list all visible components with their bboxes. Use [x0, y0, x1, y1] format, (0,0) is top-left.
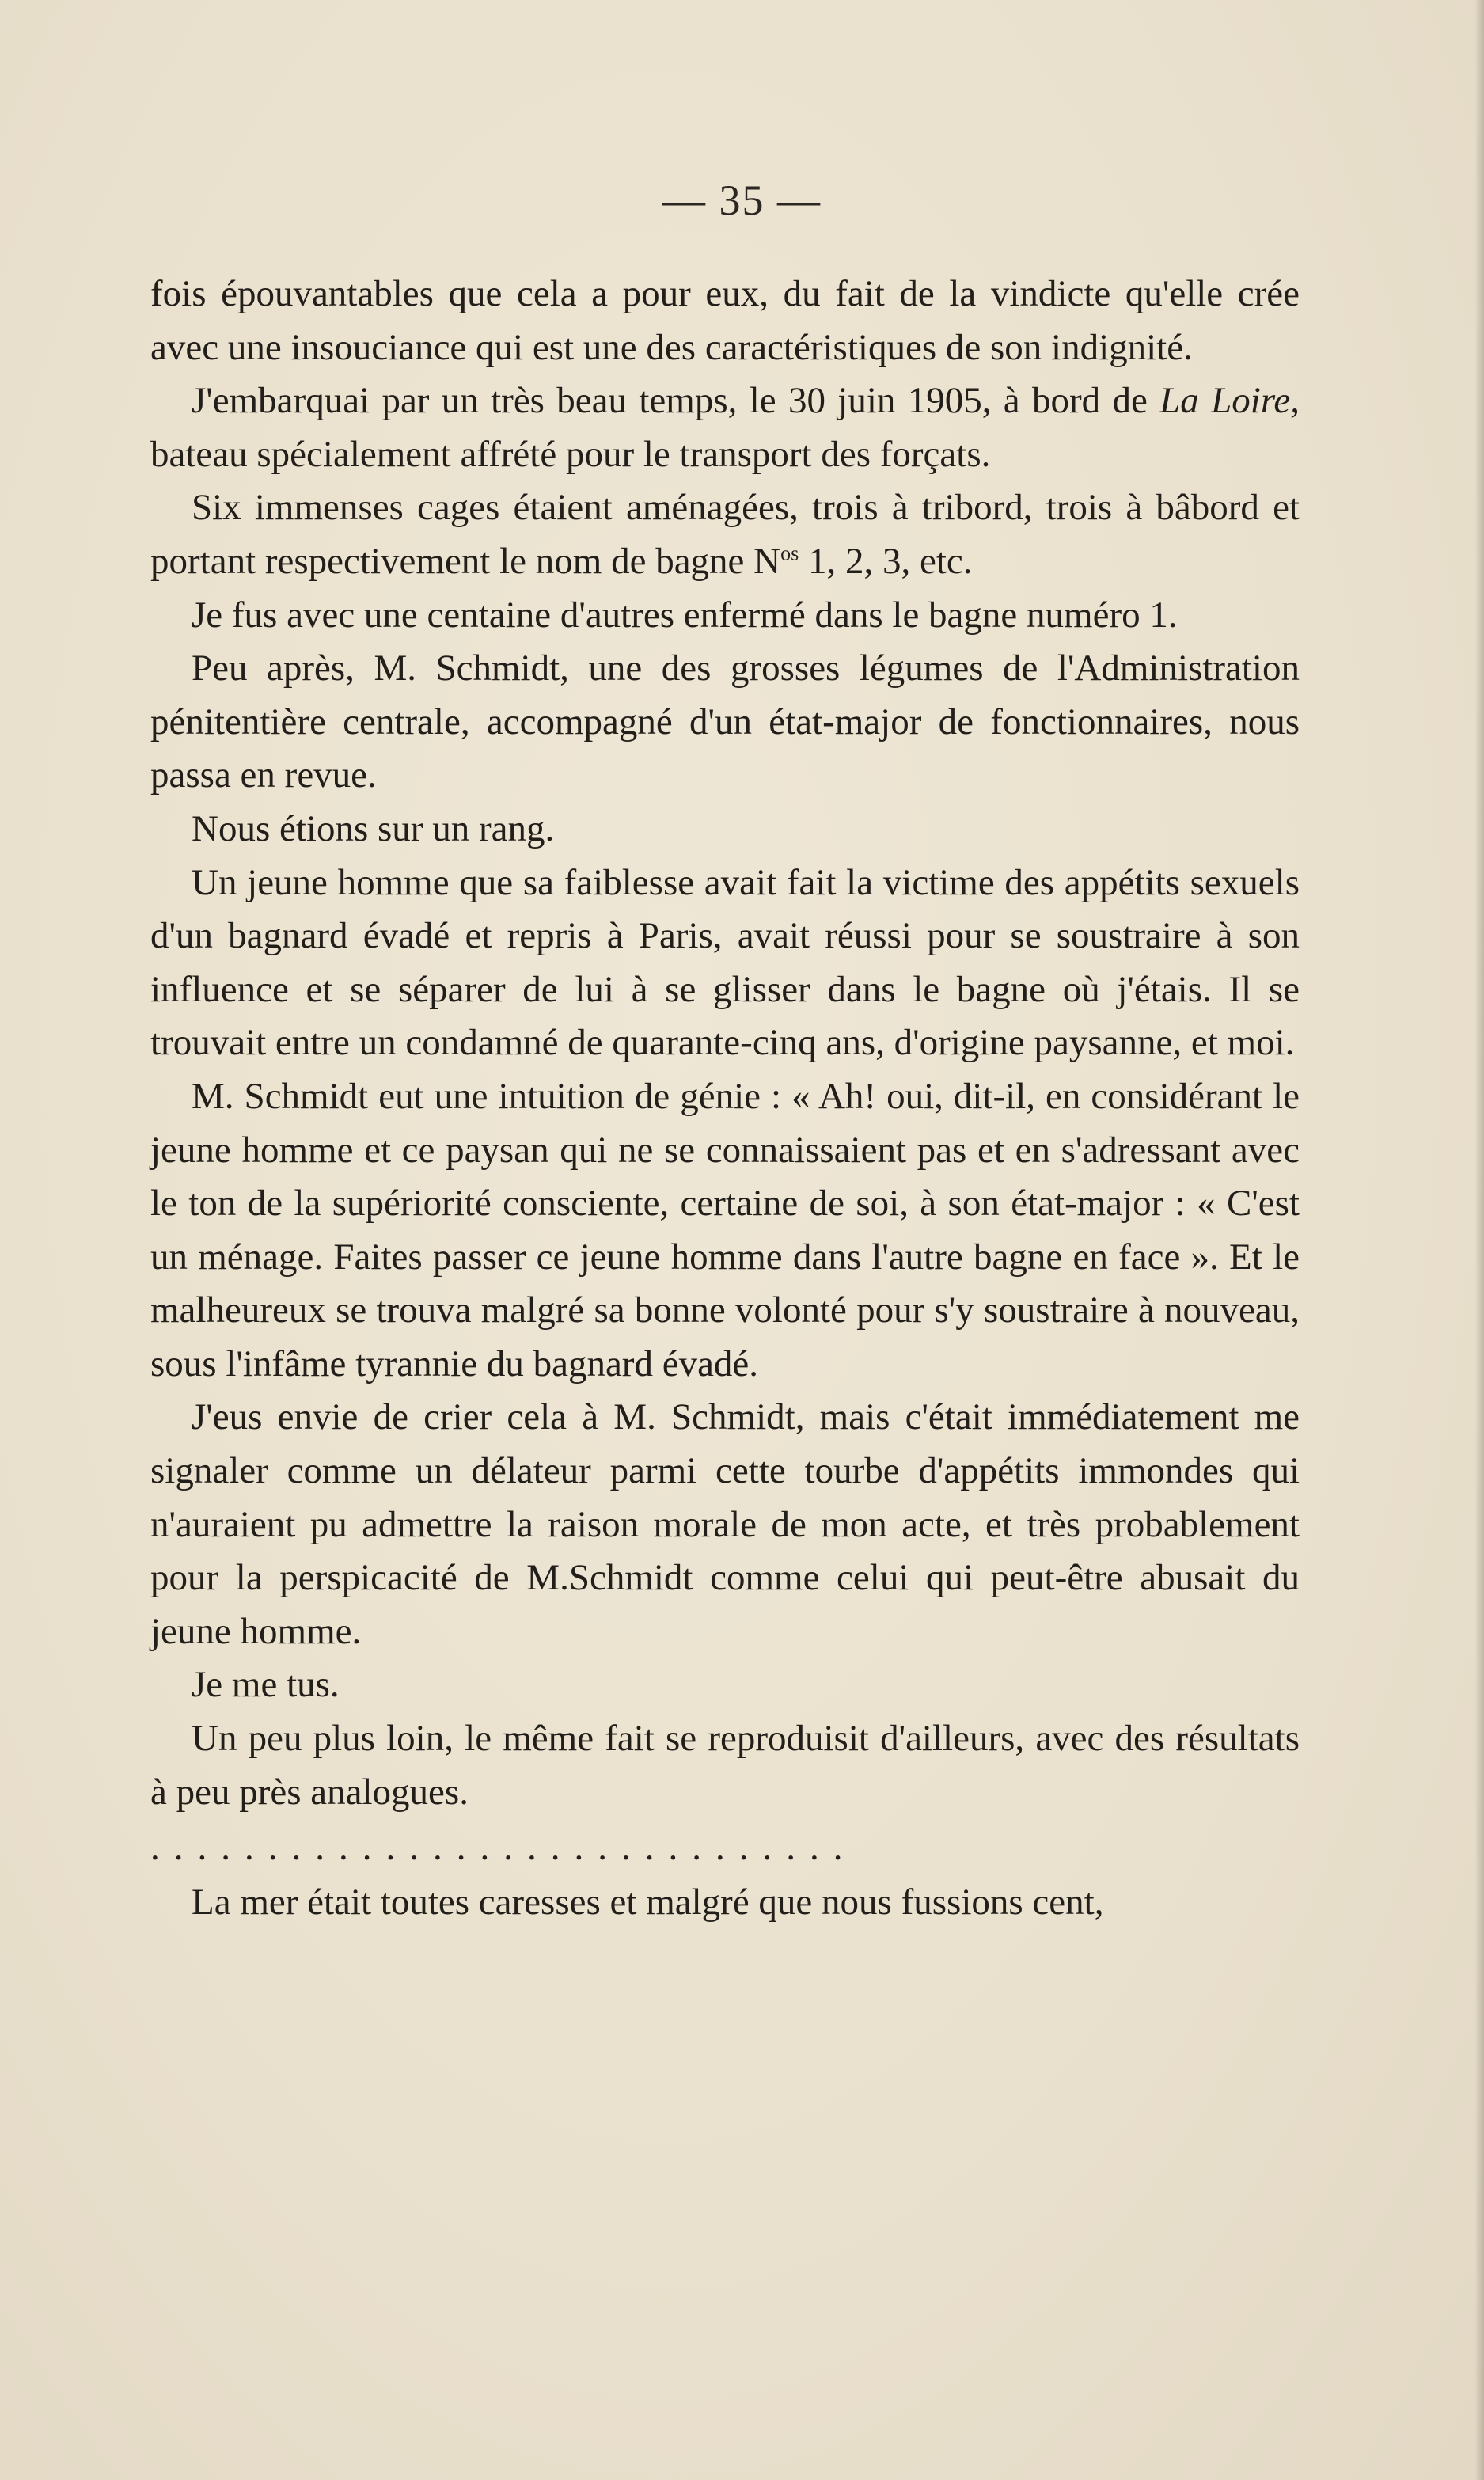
paragraph-10: Je me tus. — [192, 1664, 340, 1706]
paragraph-8: M. Schmidt eut une intuition de génie : « Ah! oui, dit-il, en considérant le jeune homme et ce paysan qui ne se connaissaient pas et en s'adressant avec le ton de la supériorité consciente, certaine de soi, à son état-major : « C'est un ménage. Faites passer ce jeune homme dans l'autre bagne en face ». Et le malheureux se trouva malgré sa bonne volonté pour s'y soustraire à nouveau, sous l'infâme tyrannie du bagnard évadé. — [150, 1075, 1300, 1384]
paragraph-9: J'eus envie de crier cela à M. Schmidt, mais c'était immédiatement me signaler comme un délateur parmi cette tourbe d'appétits immondes qui n'auraient pu admettre la raison morale de mon acte, et très probablement pour la perspicacité de M.Schmidt comme celui qui peut-être abusait du jeune homme. — [150, 1396, 1300, 1652]
paragraph-6: Nous étions sur un rang. — [192, 807, 555, 849]
section-separator: .............................. — [150, 1827, 857, 1869]
page-number: — 35 — — [662, 177, 822, 224]
paragraph-3-start: Six immenses cages étaient aménagées, trois à tribord, trois à bâbord et portant respectivement le nom de bagne N — [150, 487, 1300, 582]
body-text — [150, 268, 1300, 1930]
paragraph-2-end: bateau spécialement affrété pour le transport des forçats. — [150, 433, 991, 475]
paragraph-7: Un jeune homme que sa faiblesse avait fait la victime des appétits sexuels d'un bagnard évadé et repris à Paris, avait réussi pour se soustraire à son influence et se séparer de lui à se glisser dans le bagne où j'étais. Il se trouvait entre un condamné de quarante-cinq ans, d'origine paysanne, et moi. — [150, 861, 1300, 1064]
paragraph-12: La mer était toutes caresses et malgré que nous fussions cent, — [192, 1882, 1104, 1924]
paragraph-2-start: J'embarquai par un très beau temps, le 30 juin 1905, à bord de — [192, 380, 1160, 422]
paragraph-3-end: 1, 2, 3, etc. — [799, 540, 973, 582]
paragraph-11: Un peu plus loin, le même fait se reproduisit d'ailleurs, avec des résultats à peu près analogues. — [150, 1718, 1300, 1813]
paragraph-3 — [150, 481, 1300, 588]
numero-superscript: os — [780, 541, 799, 565]
ship-name: La Loire, — [1159, 380, 1300, 422]
paragraph-1: fois épouvantables que cela a pour eux, du fait de la vindicte qu'elle crée avec une insouciance qui est une des caractéristiques de son indignité. — [150, 273, 1300, 368]
paragraph-4: Je fus avec une centaine d'autres enfermé dans le bagne numéro 1. — [192, 594, 1178, 636]
paragraph-2 — [150, 374, 1300, 481]
paragraph-5: Peu après, M. Schmidt, une des grosses légumes de l'Administration pénitentière centrale, accompagné d'un état-major de fonctionnaires, nous passa en revue. — [150, 648, 1300, 796]
